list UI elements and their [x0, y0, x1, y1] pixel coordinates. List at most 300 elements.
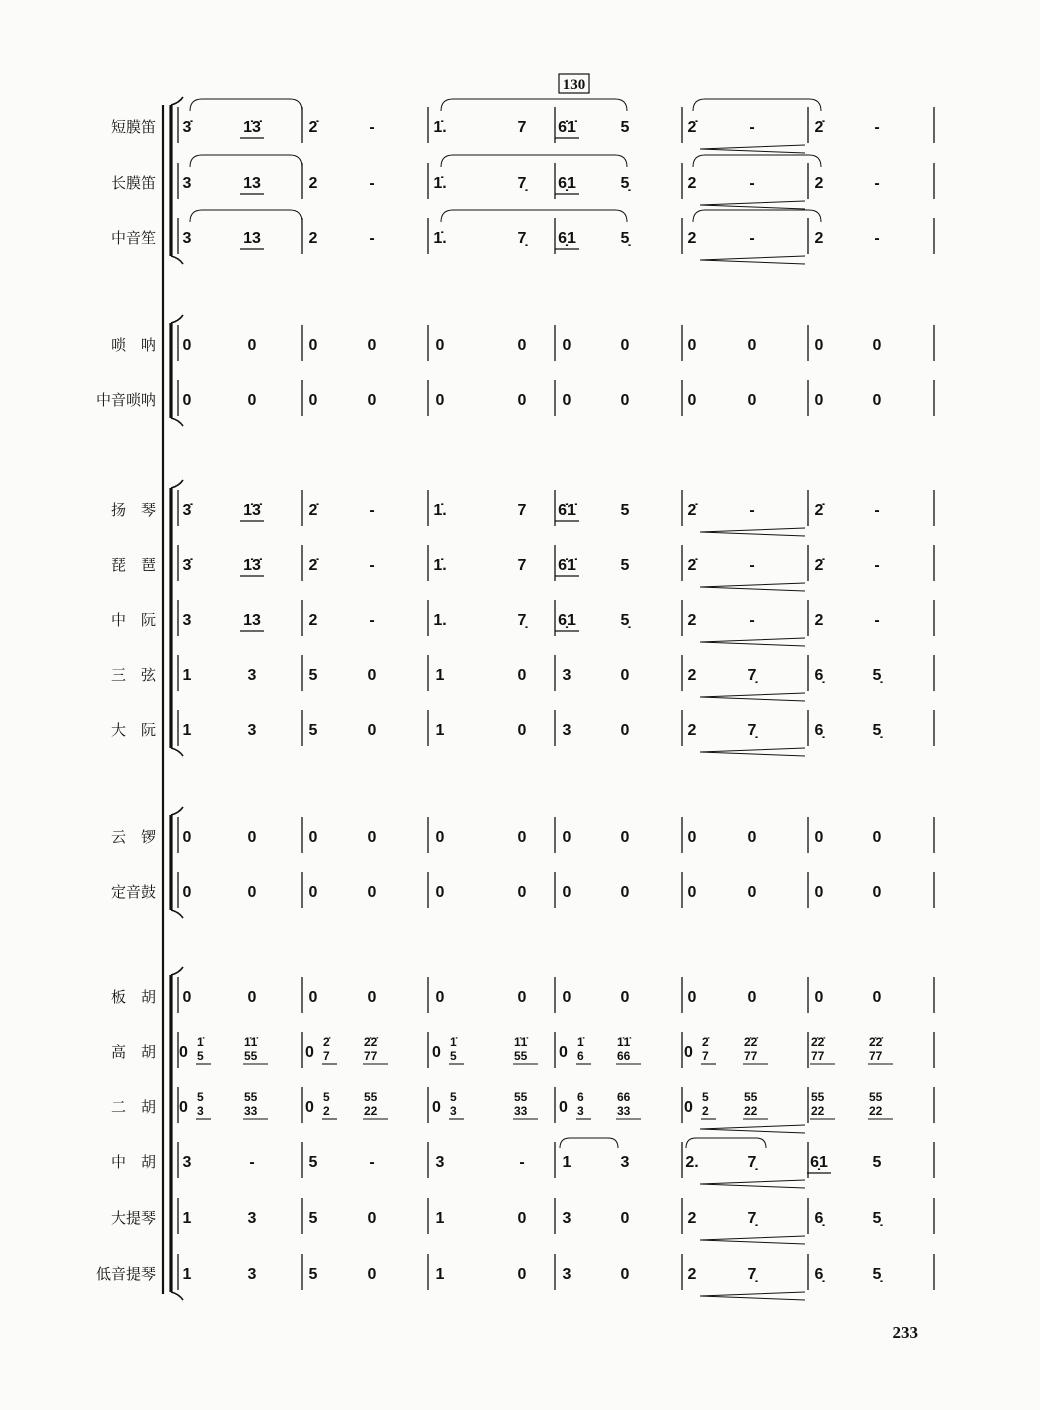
note: 0: [872, 337, 882, 354]
note: 2: [687, 1266, 697, 1283]
note: 1: [435, 722, 445, 739]
note-lower: 66: [617, 1049, 631, 1063]
note: 0: [308, 989, 318, 1006]
note: 0: [247, 884, 257, 901]
note-lower: 22: [364, 1104, 378, 1118]
instrument-label: 定音鼓: [110, 883, 156, 901]
note: 7: [517, 557, 527, 574]
note: -: [749, 230, 755, 247]
slur: [190, 155, 302, 167]
note: 0: [620, 392, 630, 409]
note: 3: [562, 667, 572, 684]
note: 3̇: [182, 557, 192, 574]
note-lower: 55: [514, 1049, 528, 1063]
note: 7̣: [747, 1154, 757, 1171]
note: 3: [247, 1266, 257, 1283]
note: 0: [562, 392, 572, 409]
tie: [560, 1138, 618, 1148]
note: 0: [517, 989, 527, 1006]
note: 0: [562, 989, 572, 1006]
note: 0: [620, 884, 630, 901]
note: 5: [872, 1154, 882, 1171]
crescendo-hairpin: [700, 638, 805, 646]
note: 5: [308, 1266, 318, 1283]
staff-lines: [163, 97, 934, 1300]
note: 0: [687, 884, 697, 901]
note-upper: 6: [577, 1090, 584, 1104]
note: 1: [182, 1210, 192, 1227]
note: 0: [517, 667, 527, 684]
note: 0: [814, 392, 824, 409]
note: 7̣: [517, 230, 527, 247]
crescendo-hairpin: [700, 693, 805, 701]
note: 1.: [433, 612, 447, 629]
note-upper: 55: [811, 1090, 825, 1104]
note: 6̣: [814, 667, 824, 684]
note: 0: [814, 829, 824, 846]
note: 1: [435, 667, 445, 684]
note: 0: [517, 392, 527, 409]
crescendo-hairpin: [700, 583, 805, 591]
page-number: 233: [892, 1323, 918, 1342]
note: 1: [182, 667, 192, 684]
bracket-hook: [171, 967, 183, 975]
crescendo-hairpin: [700, 145, 805, 153]
note: 0: [367, 989, 377, 1006]
note: 7̣: [747, 1210, 757, 1227]
note-upper: 2̇2̇: [869, 1035, 883, 1049]
note: 1: [182, 1266, 192, 1283]
note: 0: [247, 989, 257, 1006]
note: 3: [247, 1210, 257, 1227]
note: 0: [517, 722, 527, 739]
note: 13: [243, 612, 261, 629]
note: 7̣: [747, 722, 757, 739]
note: -: [749, 502, 755, 519]
note-upper: 2̇: [323, 1035, 330, 1049]
note: 2: [308, 612, 318, 629]
note-lower: 33: [514, 1104, 528, 1118]
note: 5: [620, 502, 630, 519]
bracket-hook: [171, 748, 183, 756]
note: 2̇: [814, 502, 824, 519]
instrument-label: 中 阮: [110, 611, 156, 629]
crescendo-hairpin: [700, 528, 805, 536]
note: 2̇: [308, 557, 318, 574]
note-upper: 1̇: [577, 1035, 584, 1049]
crescendo-hairpin: [700, 1292, 805, 1300]
slur: [693, 99, 821, 111]
note: 0: [687, 829, 697, 846]
note-upper: 2̇2̇: [744, 1035, 758, 1049]
crescendo-hairpin: [700, 1236, 805, 1244]
bracket-hook: [171, 480, 183, 488]
tie: [686, 1138, 766, 1148]
note: 0: [182, 829, 192, 846]
note: 0: [182, 337, 192, 354]
note: 6̣1: [558, 230, 576, 247]
slur: [441, 99, 627, 111]
note-lower: 22: [744, 1104, 758, 1118]
note: 0: [308, 337, 318, 354]
note: 0: [247, 337, 257, 354]
note: 5̣: [872, 1266, 882, 1283]
note: 0: [247, 392, 257, 409]
note-upper: 55: [244, 1090, 258, 1104]
instrument-label: 高 胡: [110, 1043, 156, 1061]
note-lower: 77: [364, 1049, 378, 1063]
note: 0: [367, 884, 377, 901]
note: 6̇1̇: [558, 502, 576, 519]
note: -: [749, 175, 755, 192]
note: 0: [435, 392, 445, 409]
note: 1̇3̇: [243, 557, 261, 574]
note: 0: [620, 989, 630, 1006]
note: 0: [367, 722, 377, 739]
note: 1: [562, 1154, 572, 1171]
note-upper: 66: [617, 1090, 631, 1104]
note: 6̣1: [558, 612, 576, 629]
note: 3: [247, 722, 257, 739]
instrument-label: 中 胡: [110, 1153, 156, 1171]
note: 7̣: [517, 175, 527, 192]
note: 3: [562, 722, 572, 739]
note: 6̣1: [558, 175, 576, 192]
note: 0: [814, 884, 824, 901]
crescendo-hairpin: [700, 748, 805, 756]
note-lower: 22: [869, 1104, 883, 1118]
staff-text: [96, 118, 883, 1283]
note: 13: [243, 230, 261, 247]
note: -: [874, 502, 880, 519]
note: 0: [687, 989, 697, 1006]
note: 7: [517, 502, 527, 519]
slur: [190, 210, 302, 222]
note: 13: [243, 175, 261, 192]
note-upper: 5: [702, 1090, 709, 1104]
note-lower: 2: [702, 1104, 709, 1118]
note: 0: [517, 1266, 527, 1283]
instrument-label: 短膜笛: [110, 118, 156, 136]
crescendo-hairpin: [700, 256, 805, 264]
bracket-hook: [171, 256, 183, 264]
note-lower: 3: [450, 1104, 457, 1118]
note: 2̇: [814, 119, 824, 136]
note: 0: [182, 392, 192, 409]
note: 1̇.: [433, 175, 447, 192]
instrument-label: 中音笙: [110, 229, 156, 247]
note: 5: [620, 119, 630, 136]
note: 0: [620, 1210, 630, 1227]
note: 3: [182, 230, 192, 247]
note: 0: [559, 1099, 568, 1116]
note: 6̣: [814, 1266, 824, 1283]
note: 0: [814, 989, 824, 1006]
note: 0: [872, 829, 882, 846]
note: 3: [247, 667, 257, 684]
note: 2.: [685, 1154, 699, 1171]
note: -: [369, 612, 375, 629]
note-upper: 5: [450, 1090, 457, 1104]
note: 0: [367, 667, 377, 684]
note: 0: [179, 1044, 188, 1061]
note: 5: [308, 722, 318, 739]
note: 0: [562, 829, 572, 846]
note: 0: [747, 829, 757, 846]
note: 6̇1̇: [558, 557, 576, 574]
note: 0: [684, 1099, 693, 1116]
note: -: [874, 612, 880, 629]
bracket-hook: [171, 910, 183, 918]
note: 3̇: [182, 502, 192, 519]
note: 5̣: [872, 1210, 882, 1227]
note: 5̣: [872, 667, 882, 684]
note-lower: 6: [577, 1049, 584, 1063]
instrument-label: 琵 琶: [110, 556, 156, 574]
bracket-hook: [171, 418, 183, 426]
note: 6̣: [814, 722, 824, 739]
note: 0: [620, 1266, 630, 1283]
note: 0: [305, 1044, 314, 1061]
slur: [190, 99, 302, 111]
note-upper: 5: [323, 1090, 330, 1104]
note-lower: 7: [702, 1049, 709, 1063]
note: 2: [687, 722, 697, 739]
note-lower: 3: [197, 1104, 204, 1118]
note: -: [369, 175, 375, 192]
note: 2̇: [308, 119, 318, 136]
note: 0: [620, 829, 630, 846]
note: 0: [620, 337, 630, 354]
crescendo-hairpin: [700, 1125, 805, 1133]
note: 0: [305, 1099, 314, 1116]
note: 2: [308, 230, 318, 247]
note-upper: 55: [869, 1090, 883, 1104]
instrument-label: 中音唢呐: [95, 391, 156, 409]
note: 3: [562, 1266, 572, 1283]
note: 0: [367, 392, 377, 409]
note: 1̇3̇: [243, 502, 261, 519]
note: 2: [814, 175, 824, 192]
note: 6̣: [814, 1210, 824, 1227]
note: 0: [247, 829, 257, 846]
note: 0: [435, 884, 445, 901]
note-upper: 1̇1̇: [244, 1035, 258, 1049]
note: -: [369, 502, 375, 519]
note: 0: [620, 722, 630, 739]
note: 5̣: [620, 612, 630, 629]
note: 1: [182, 722, 192, 739]
note: 0: [435, 337, 445, 354]
note: 2: [687, 1210, 697, 1227]
note: 1̇.: [433, 230, 447, 247]
note-lower: 22: [811, 1104, 825, 1118]
note: 0: [182, 884, 192, 901]
bracket-hook: [171, 315, 183, 323]
note: 2̇: [814, 557, 824, 574]
instrument-label: 扬 琴: [110, 501, 156, 519]
instrument-label: 大提琴: [110, 1209, 156, 1227]
note: 0: [562, 337, 572, 354]
note: 6̣1: [810, 1154, 828, 1171]
instrument-label: 云 锣: [110, 828, 156, 846]
instrument-label: 板 胡: [110, 988, 156, 1006]
note-upper: 1̇1̇: [617, 1035, 631, 1049]
note: 0: [517, 1210, 527, 1227]
note: 0: [367, 1210, 377, 1227]
note: 5̣: [620, 175, 630, 192]
note-lower: 7: [323, 1049, 330, 1063]
note: 0: [814, 337, 824, 354]
note: 2̇: [308, 502, 318, 519]
note: 7̣: [747, 667, 757, 684]
note: 5: [308, 1154, 318, 1171]
note: -: [369, 119, 375, 136]
rehearsal-mark: 130: [562, 77, 586, 93]
note: 7̣: [747, 1266, 757, 1283]
note: 0: [872, 989, 882, 1006]
instrument-label: 三 弦: [110, 666, 156, 684]
note: 1̇3̇: [243, 119, 261, 136]
slur: [693, 210, 821, 222]
note: 5: [308, 667, 318, 684]
note-upper: 55: [364, 1090, 378, 1104]
note: 0: [687, 337, 697, 354]
note: 3: [182, 612, 192, 629]
note: 2: [814, 230, 824, 247]
note-upper: 1̇: [197, 1035, 204, 1049]
note: 3: [562, 1210, 572, 1227]
instrument-label: 唢 呐: [110, 336, 156, 354]
note: 0: [747, 337, 757, 354]
instrument-label: 二 胡: [110, 1098, 156, 1116]
note: 0: [747, 392, 757, 409]
note: 0: [562, 884, 572, 901]
note-upper: 2̇2̇: [811, 1035, 825, 1049]
note: 0: [367, 829, 377, 846]
note-upper: 55: [514, 1090, 528, 1104]
note: 0: [432, 1099, 441, 1116]
note-upper: 55: [744, 1090, 758, 1104]
note: 3: [435, 1154, 445, 1171]
instrument-label: 大 阮: [110, 721, 156, 739]
note-upper: 2̇: [702, 1035, 709, 1049]
note: 0: [179, 1099, 188, 1116]
note: 3: [182, 175, 192, 192]
note: 5̣: [620, 230, 630, 247]
bracket-hook: [171, 807, 183, 815]
note: -: [749, 612, 755, 629]
note: 2: [814, 612, 824, 629]
note-lower: 5: [450, 1049, 457, 1063]
note: 1: [435, 1210, 445, 1227]
note: -: [749, 119, 755, 136]
note: 0: [432, 1044, 441, 1061]
note: 5̣: [872, 722, 882, 739]
note: 2: [687, 175, 697, 192]
note: 0: [517, 829, 527, 846]
note: 2: [687, 612, 697, 629]
note: -: [749, 557, 755, 574]
note: 1: [435, 1266, 445, 1283]
note-lower: 3: [577, 1104, 584, 1118]
note: -: [369, 230, 375, 247]
note-upper: 1̇1̇: [514, 1035, 528, 1049]
note: 0: [367, 1266, 377, 1283]
note-lower: 5: [197, 1049, 204, 1063]
note: -: [874, 175, 880, 192]
note: 7̣: [517, 612, 527, 629]
note: -: [369, 1154, 375, 1171]
note: 5: [308, 1210, 318, 1227]
note: 2̇: [687, 557, 697, 574]
note-upper: 2̇2̇: [364, 1035, 378, 1049]
note: 0: [684, 1044, 693, 1061]
note: 0: [872, 884, 882, 901]
note: 3: [620, 1154, 630, 1171]
note: 0: [435, 829, 445, 846]
instrument-label: 长膜笛: [110, 174, 156, 192]
note: 1̇.: [433, 557, 447, 574]
note: 0: [559, 1044, 568, 1061]
bracket-hook: [171, 97, 183, 105]
note-lower: 55: [244, 1049, 258, 1063]
note: 3̇: [182, 119, 192, 136]
note: -: [874, 557, 880, 574]
note-lower: 2: [323, 1104, 330, 1118]
note: 0: [747, 989, 757, 1006]
note: 3: [182, 1154, 192, 1171]
note: 7: [517, 119, 527, 136]
note: -: [519, 1154, 525, 1171]
note: 2̇: [687, 119, 697, 136]
note: 0: [687, 392, 697, 409]
note: -: [874, 119, 880, 136]
note: 1̇.: [433, 502, 447, 519]
note: 5: [620, 557, 630, 574]
note: 2: [687, 667, 697, 684]
note: 2: [687, 230, 697, 247]
note: 6̇1̇: [558, 119, 576, 136]
note-lower: 33: [617, 1104, 631, 1118]
note-lower: 33: [244, 1104, 258, 1118]
note-upper: 5: [197, 1090, 204, 1104]
bracket-hook: [171, 1292, 183, 1300]
note: 0: [747, 884, 757, 901]
crescendo-hairpin: [700, 1180, 805, 1188]
note: 2: [308, 175, 318, 192]
note-upper: 1̇: [450, 1035, 457, 1049]
note-lower: 77: [811, 1049, 825, 1063]
slur: [441, 210, 627, 222]
note: 0: [517, 337, 527, 354]
slur: [693, 155, 821, 167]
instrument-label: 低音提琴: [95, 1265, 156, 1283]
crescendo-hairpin: [700, 201, 805, 209]
note: -: [369, 557, 375, 574]
note: -: [249, 1154, 255, 1171]
note: 0: [182, 989, 192, 1006]
note-lower: 77: [869, 1049, 883, 1063]
note: 0: [308, 884, 318, 901]
note: 2̇: [687, 502, 697, 519]
note: 0: [308, 392, 318, 409]
note: 0: [367, 337, 377, 354]
note: 0: [435, 989, 445, 1006]
note: 0: [517, 884, 527, 901]
note: 0: [620, 667, 630, 684]
note: 0: [872, 392, 882, 409]
